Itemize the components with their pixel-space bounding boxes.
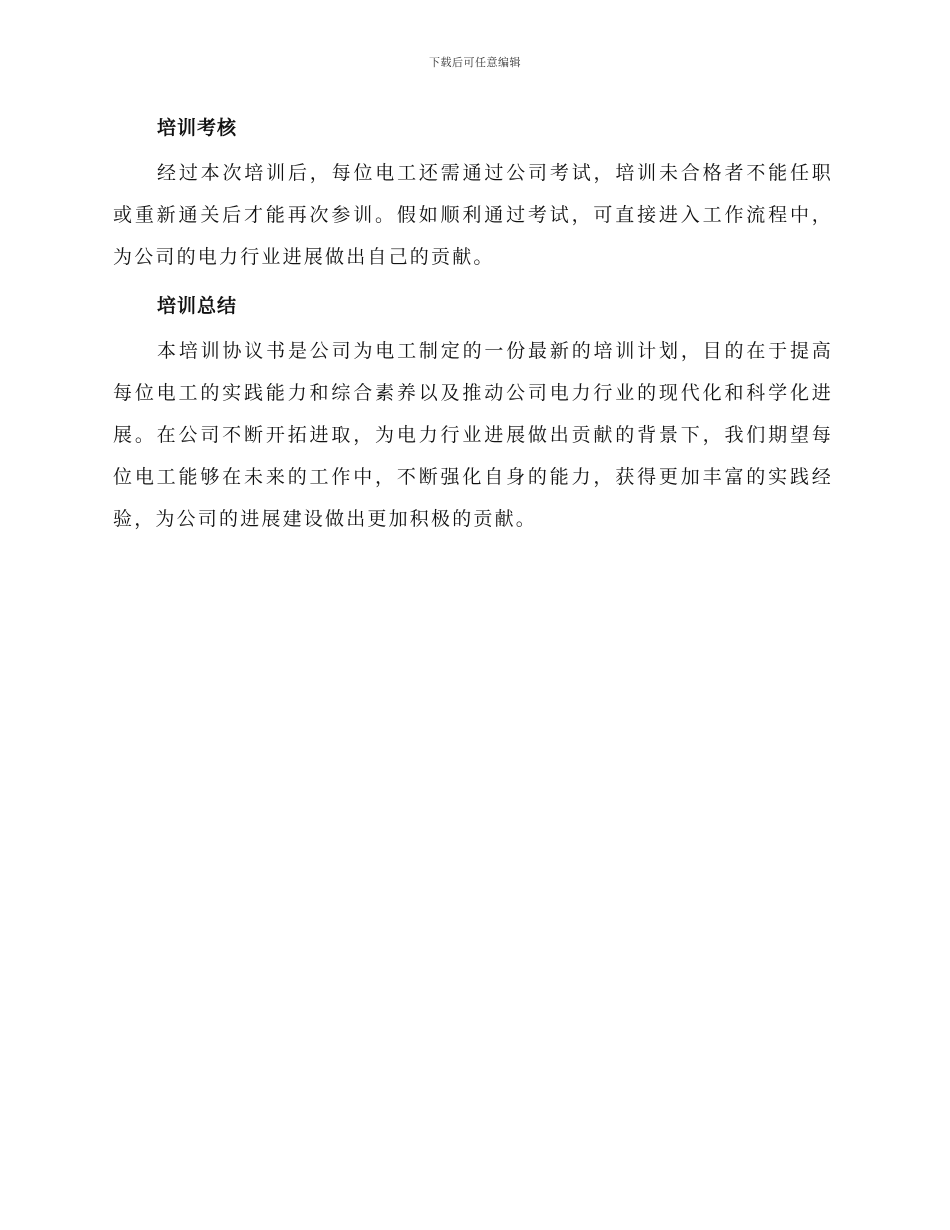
document-body [113,110,833,550]
section-heading-assessment: 培训考核 [157,117,238,139]
section-paragraph-summary: 本培训协议书是公司为电工制定的一份最新的培训计划，目的在于提高每位电工的实践能力和综合素养以及推动公司电力行业的现代化和科学化进展。在公司不断开拓进取，为电力行业进展做出贡献的背景下，我们期望每位电工能够在未来的工作中，不断强化自身的能力，获得更加丰富的实践经验，为公司的进展建设做出更加积极的贡献。 [113,340,833,530]
page-header: 下载后可任意编辑 [429,56,521,69]
section-heading-summary: 培训总结 [157,295,238,317]
section-paragraph-assessment: 经过本次培训后，每位电工还需通过公司考试，培训未合格者不能任职或重新通关后才能再次参训。假如顺利通过考试，可直接进入工作流程中，为公司的电力行业进展做出自己的贡献。 [113,162,833,268]
